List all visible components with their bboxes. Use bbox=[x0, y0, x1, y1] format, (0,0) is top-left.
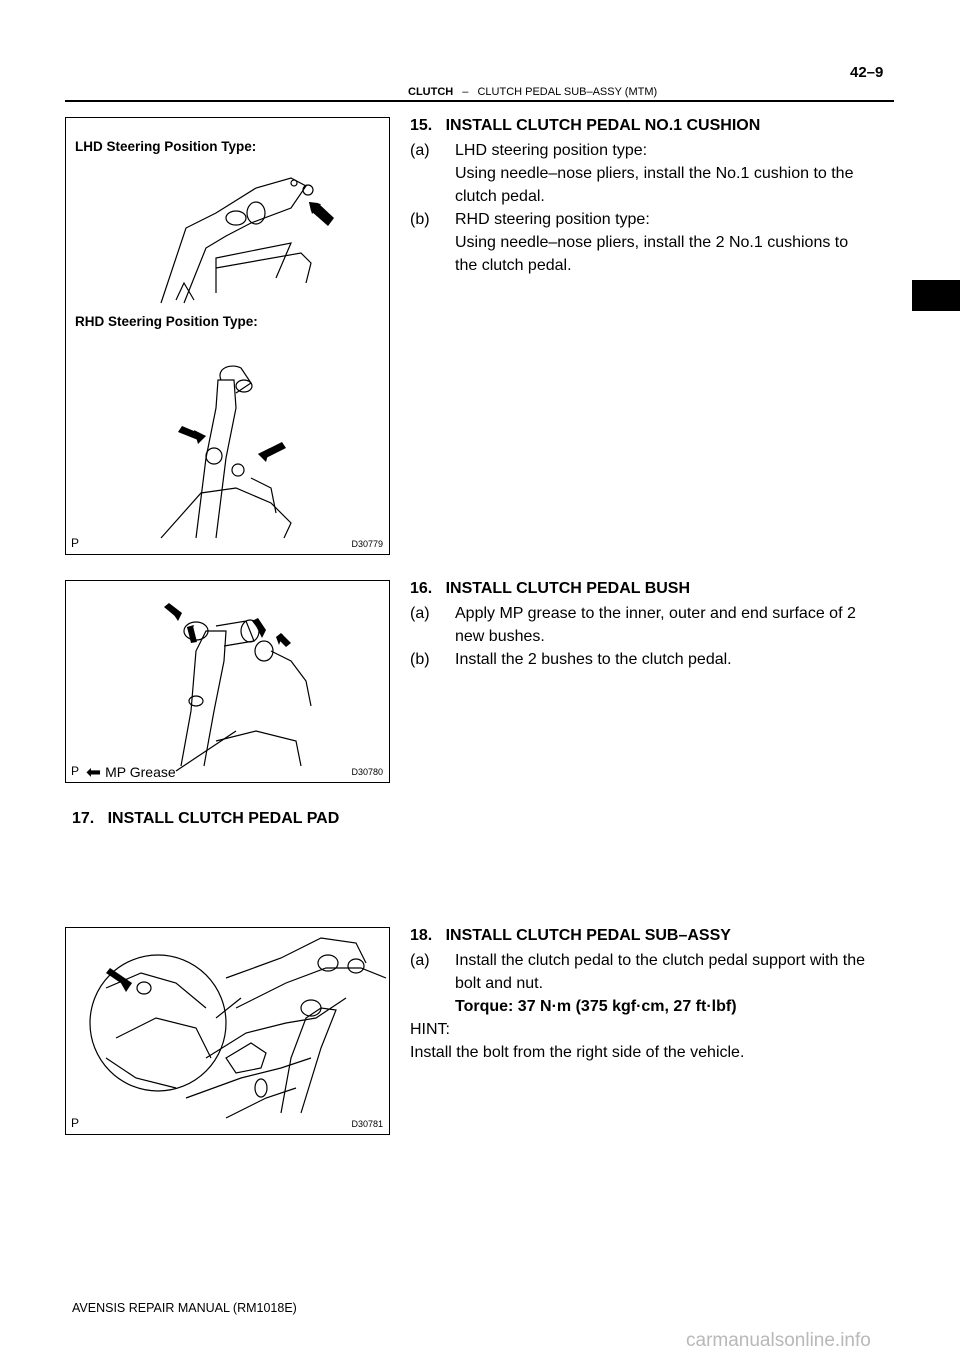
hint-label: HINT: bbox=[410, 1021, 450, 1038]
cushion-illustration bbox=[66, 118, 391, 556]
step-16a-tag: (a) bbox=[410, 605, 430, 622]
step-18a-text1: Install the clutch pedal to the clutch pedal support with the bbox=[455, 952, 866, 969]
header-dash: – bbox=[462, 86, 469, 98]
step-16-title: 16. INSTALL CLUTCH PEDAL BUSH bbox=[410, 580, 691, 597]
hint-text: Install the bolt from the right side of the vehicle. bbox=[410, 1044, 745, 1061]
legend-mp-grease bbox=[86, 764, 176, 780]
step-16b-tag: (b) bbox=[410, 651, 430, 668]
step-16-body bbox=[410, 602, 900, 682]
step-15b-tag: (b) bbox=[410, 211, 430, 228]
step-15-body bbox=[410, 139, 900, 279]
footer-manual-id: AVENSIS REPAIR MANUAL (RM1018E) bbox=[72, 1301, 297, 1315]
step-15a-text2: Using needle–nose pliers, install the No.1 cushion to the bbox=[455, 165, 854, 182]
step-16b-text1: Install the 2 bushes to the clutch pedal. bbox=[455, 651, 732, 668]
running-header bbox=[408, 86, 657, 98]
step-18-title: 18. INSTALL CLUTCH PEDAL SUB–ASSY bbox=[410, 927, 731, 944]
legend-arrow-icon: ⬅ bbox=[86, 762, 102, 782]
step-15b-text2: Using needle–nose pliers, install the 2 No.1 cushions to bbox=[455, 234, 849, 251]
figure-code: D30780 bbox=[351, 767, 383, 777]
torque-spec: Torque: 37 N·m (375 kgf·cm, 27 ft·lbf) bbox=[455, 998, 737, 1015]
bush-illustration bbox=[66, 581, 391, 784]
step-15b-text1: RHD steering position type: bbox=[455, 211, 650, 228]
step-15b-text3: the clutch pedal. bbox=[455, 257, 572, 274]
figure-p-mark: P bbox=[71, 764, 80, 778]
step-15a-text3: clutch pedal. bbox=[455, 188, 545, 205]
page-number: 42–9 bbox=[850, 64, 884, 81]
step-15a-tag: (a) bbox=[410, 142, 430, 159]
figure-code: D30781 bbox=[351, 1119, 383, 1129]
step-18a-text2: bolt and nut. bbox=[455, 975, 544, 992]
step-15a-text1: LHD steering position type: bbox=[455, 142, 648, 159]
figure-bush bbox=[65, 580, 390, 783]
header-rule bbox=[65, 100, 894, 102]
step-16a-text2: new bushes. bbox=[455, 628, 545, 645]
step-18-body bbox=[410, 949, 900, 1079]
label-lhd-type: LHD Steering Position Type: bbox=[75, 139, 257, 154]
figure-cushion bbox=[65, 117, 390, 555]
header-section: CLUTCH bbox=[408, 86, 454, 98]
figure-pedal-subassy bbox=[65, 927, 390, 1135]
step-17-title: 17. INSTALL CLUTCH PEDAL PAD bbox=[72, 810, 340, 827]
section-tab-marker bbox=[912, 280, 960, 311]
legend-text: MP Grease bbox=[105, 764, 176, 780]
header-subsection: CLUTCH PEDAL SUB–ASSY (MTM) bbox=[477, 86, 658, 98]
watermark: carmanualsonline.info bbox=[686, 1330, 871, 1351]
step-15-title: 15. INSTALL CLUTCH PEDAL NO.1 CUSHION bbox=[410, 117, 761, 134]
figure-code: D30779 bbox=[351, 539, 383, 549]
step-16a-text1: Apply MP grease to the inner, outer and end surface of 2 bbox=[455, 605, 856, 622]
label-rhd-type: RHD Steering Position Type: bbox=[75, 314, 258, 329]
figure-p-mark: P bbox=[71, 536, 80, 550]
figure-p-mark: P bbox=[71, 1116, 80, 1130]
step-18a-tag: (a) bbox=[410, 952, 430, 969]
pedal-subassy-illustration bbox=[66, 928, 391, 1136]
